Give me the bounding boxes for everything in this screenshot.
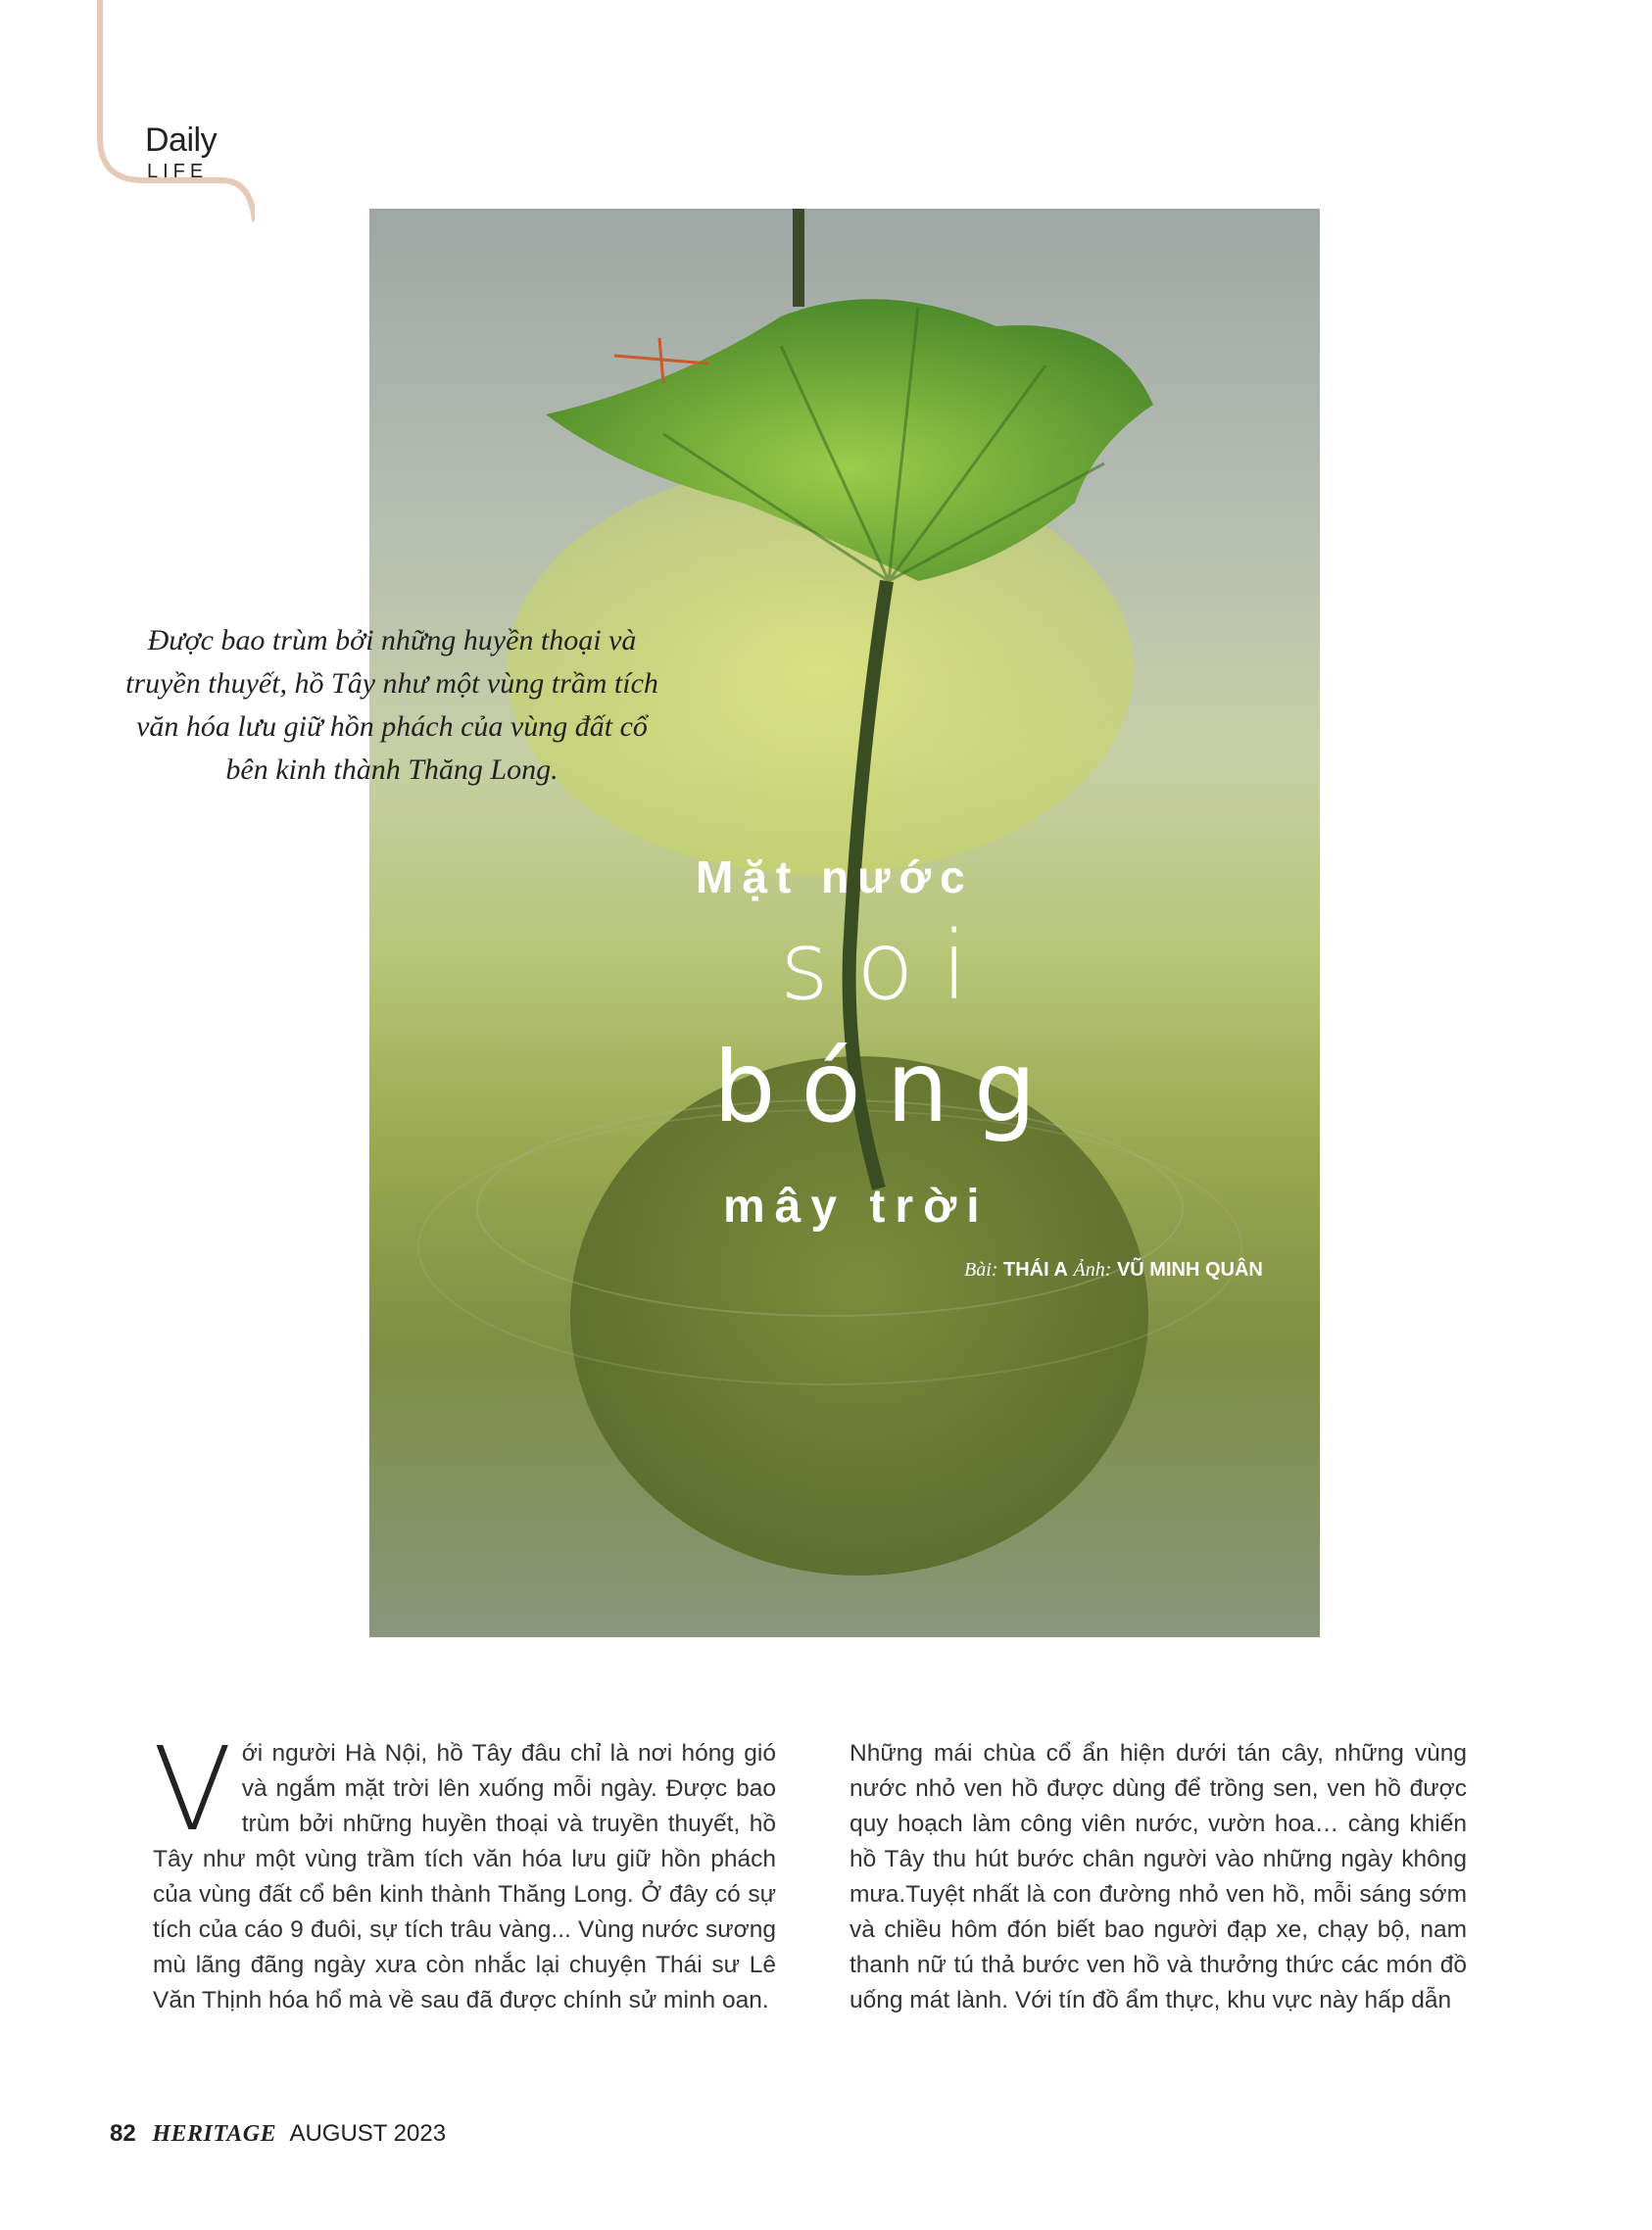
photographer-label: Ảnh:: [1073, 1259, 1112, 1281]
photographer-name: VŨ MINH QUÂN: [1116, 1259, 1263, 1281]
intro-quote: Được bao trùm bởi những huyền thoại và truyền thuyết, hồ Tây như một vùng trầm tích văn hóa lưu giữ hồn phách của vùng đất cổ bên kinh thành Thăng Long.: [125, 624, 658, 786]
body-text-left: ới người Hà Nội, hồ Tây đâu chỉ là nơi hóng gió và ngắm mặt trời lên xuống mỗi ngày. Được bao trùm bởi những huyền thoại và truyền thuyết, hồ Tây như một vùng trầm tích văn hóa lưu giữ hồn phách của vùng đất cổ bên kinh thành Thăng Long. Ở đây có sự tích của cáo 9 đuôi, sự tích trâu vàng... Vùng nước sương mù lãng đãng ngày xưa còn nhắc lại chuyện Thái sư Lê Văn Thịnh hóa hổ mà về sau đã được chính sử minh oan.: [153, 1740, 776, 2013]
title-line-2: soi: [780, 911, 996, 1021]
title-line-1: Mặt nước: [696, 851, 974, 902]
title-line-4: mây trời: [723, 1181, 990, 1233]
article-credits: [964, 1259, 1263, 1282]
drop-cap: V: [153, 1721, 232, 1857]
body-column-left: [153, 1721, 776, 2018]
section-bracket-decoration: [94, 0, 255, 225]
writer-label: Bài:: [964, 1259, 998, 1281]
title-line-3: bóng: [713, 1030, 1062, 1144]
page-number: 82: [110, 2120, 136, 2147]
issue-date: AUGUST 2023: [289, 2120, 447, 2147]
magazine-name: HERITAGE: [152, 2121, 277, 2147]
body-column-right: Những mái chùa cổ ẩn hiện dưới tán cây, những vùng nước nhỏ ven hồ được dùng để trồng sen, ven hồ được quy hoạch làm công viên nước, vườn hoa… càng khiến hồ Tây thu hút bước chân người vào những ngày không mưa.Tuyệt nhất là con đường nhỏ ven hồ, mỗi sáng sớm và chiều hôm đón biết bao người đạp xe, chạy bộ, nam thanh nữ tú thả bước ven hồ và thưởng thức các món đồ uống mát lành. Với tín đồ ẩm thực, khu vực này hấp dẫn: [850, 1740, 1467, 2013]
section-label-daily: Daily: [145, 121, 218, 159]
section-label-life: LIFE: [147, 161, 209, 182]
page-footer: [110, 2120, 446, 2148]
writer-name: THÁI A: [1003, 1259, 1068, 1281]
